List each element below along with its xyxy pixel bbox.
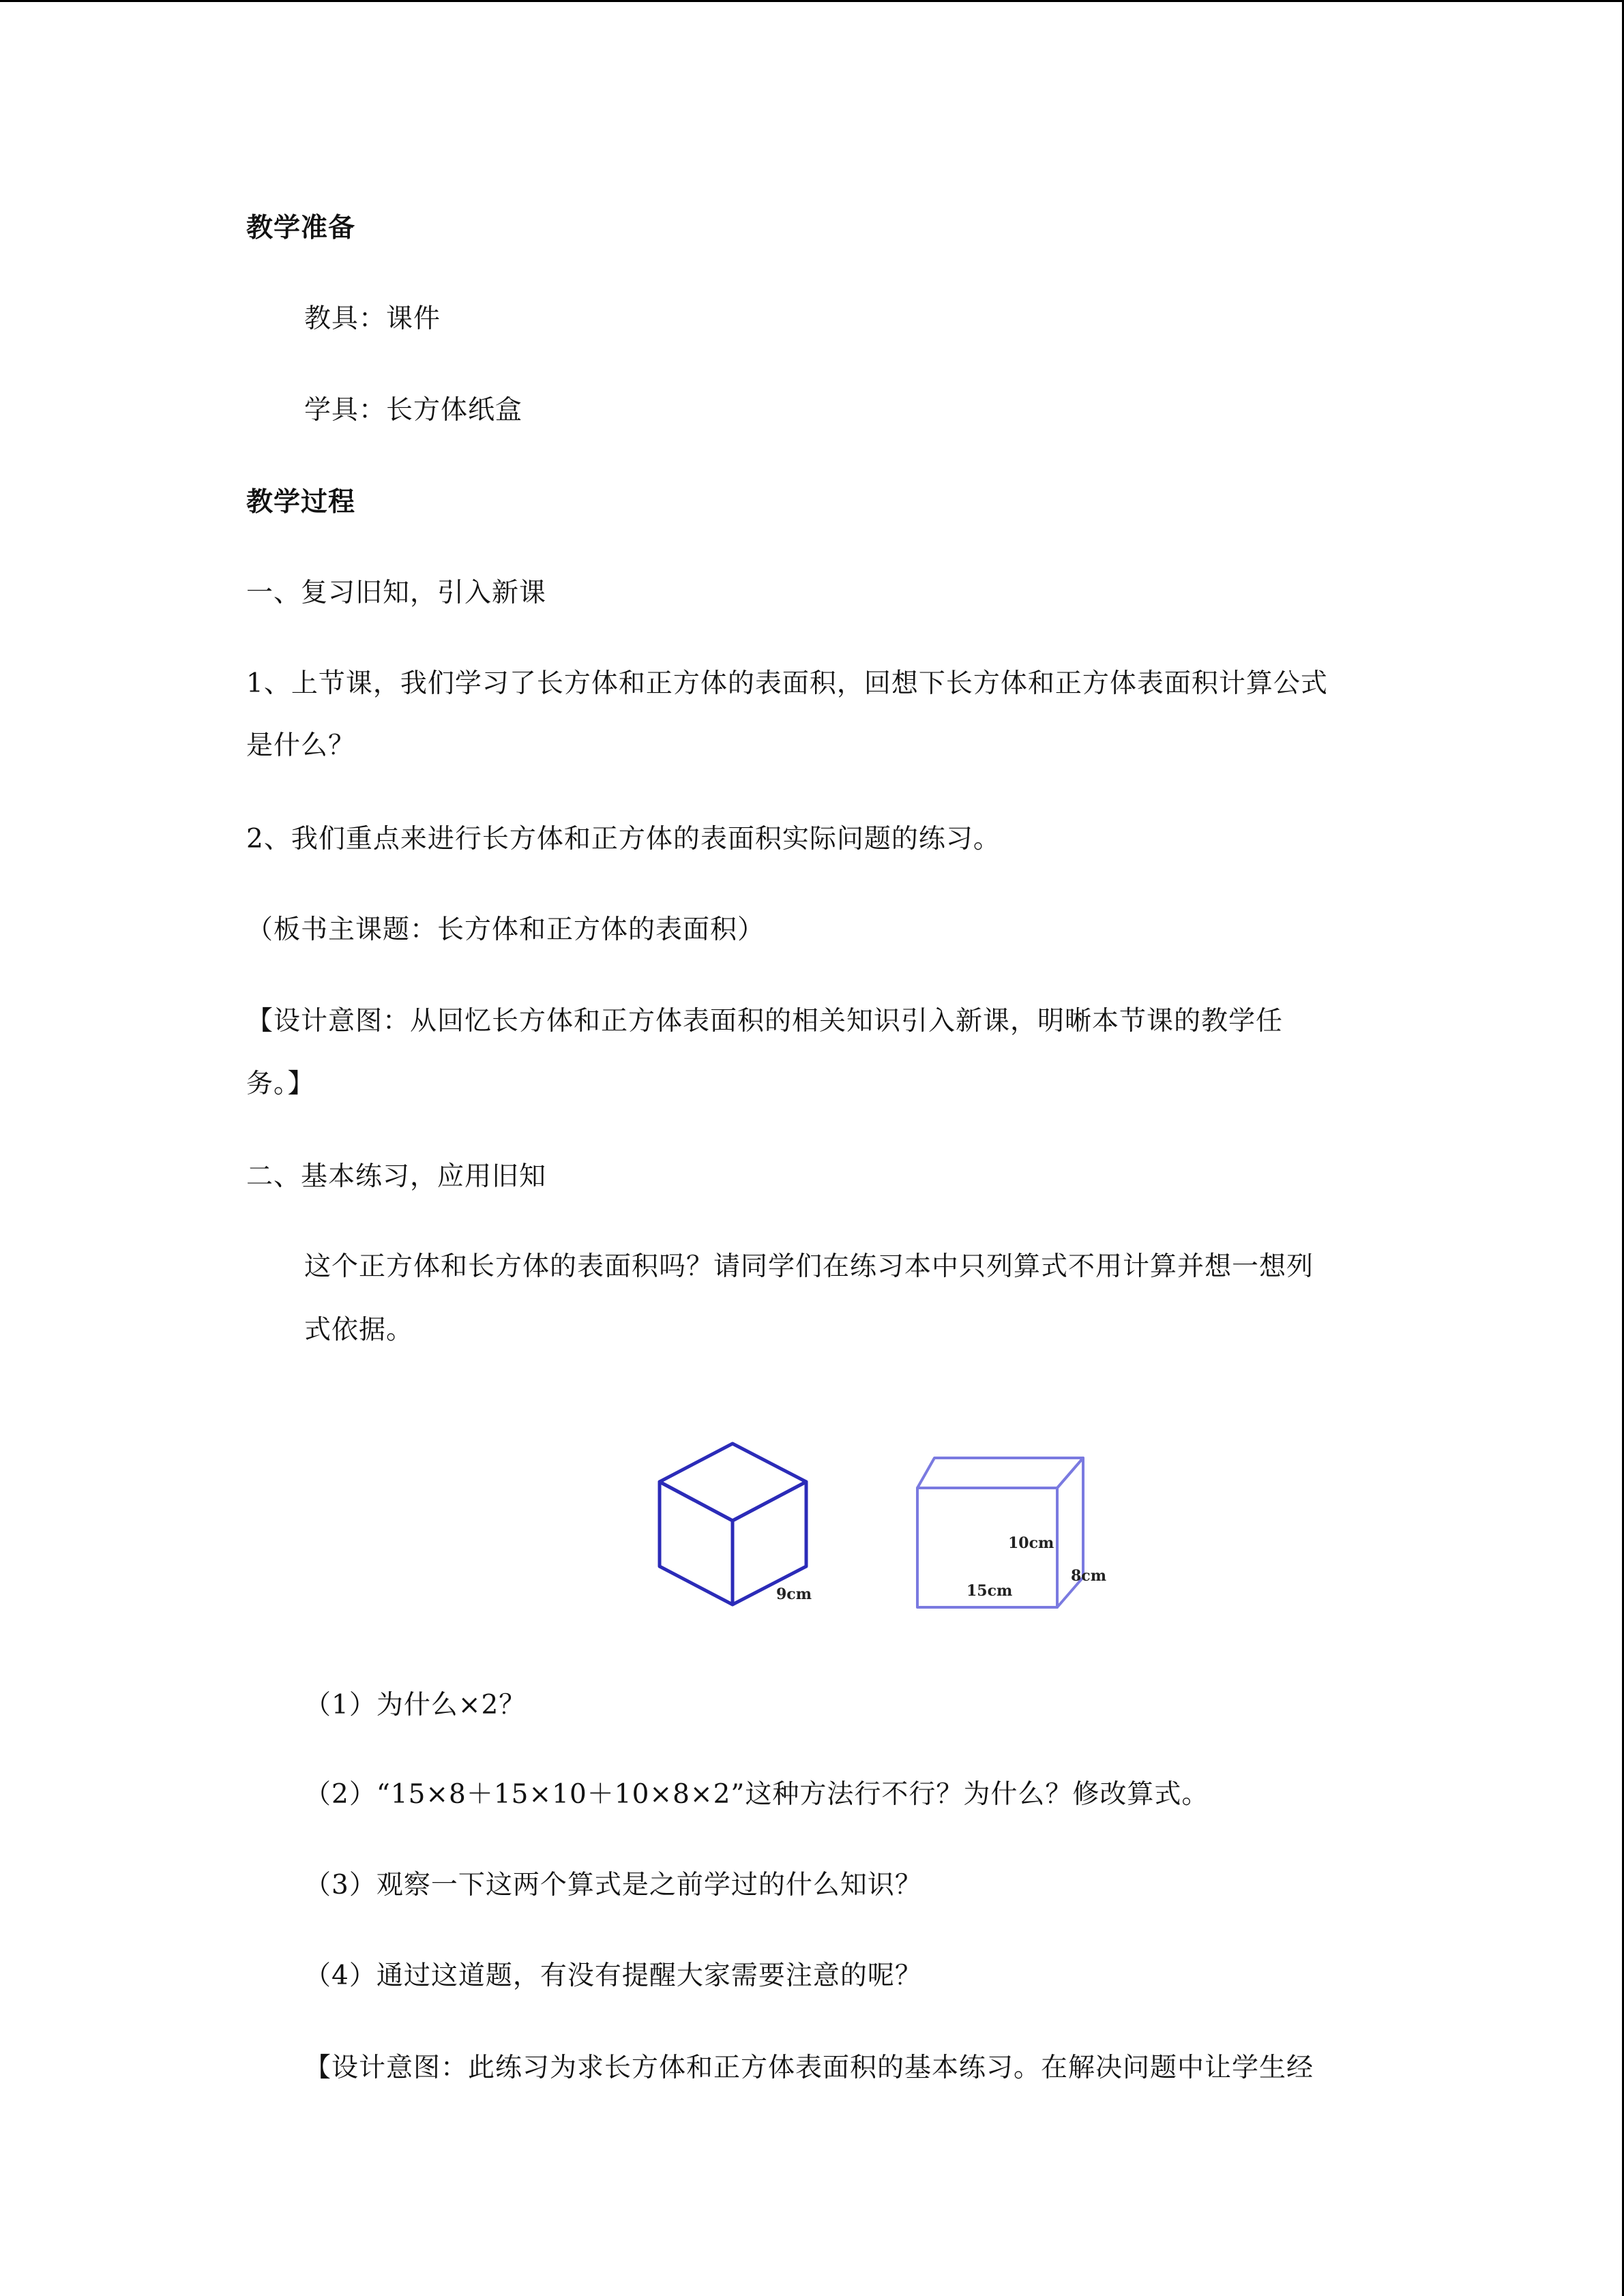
prep-heading: 教学准备	[246, 212, 356, 243]
item2: 2、我们重点来进行长方体和正方体的表面积实际问题的练习。	[246, 824, 1001, 854]
design-intent1-line1: 【设计意图：从回忆长方体和正方体表面积的相关知识引入新课，明晰本节课的教学任	[246, 1006, 1284, 1037]
cuboid-length-label: 15cm	[966, 1582, 1013, 1600]
student-tools: 学具：长方体纸盒	[304, 395, 523, 426]
question-4: （4）通过这道题，有没有提醒大家需要注意的呢？	[304, 1960, 922, 1991]
item1-line2: 是什么？	[246, 730, 356, 761]
item1-line1: 1、上节课，我们学习了长方体和正方体的表面积，回想下长方体和正方体表面积计算公式	[246, 668, 1328, 699]
cube-cuboid-figure	[648, 1432, 1112, 1623]
cube-edge-label: 9cm	[776, 1585, 812, 1603]
teacher-tools: 教具：课件	[304, 303, 441, 334]
exercise-line2: 式依据。	[304, 1315, 414, 1345]
question-3: （3）观察一下这两个算式是之前学过的什么知识？	[304, 1870, 922, 1900]
process-heading: 教学过程	[246, 486, 356, 518]
board-title: （板书主课题：长方体和正方体的表面积）	[246, 914, 765, 945]
exercise-line1: 这个正方体和长方体的表面积吗？请同学们在练习本中只列算式不用计算并想一想列	[304, 1251, 1314, 1282]
top-border	[0, 0, 1624, 2]
section2-title: 二、基本练习，应用旧知	[246, 1161, 547, 1192]
geometry-diagram	[648, 1432, 1112, 1623]
question-1: （1）为什么×2？	[304, 1690, 527, 1720]
cuboid-width-label: 8cm	[1071, 1567, 1106, 1585]
cuboid-height-label: 10cm	[1008, 1534, 1054, 1552]
cube-drawing	[660, 1444, 806, 1605]
question-2: （2）“15×8＋15×10＋10×8×2”这种方法行不行？为什么？修改算式。	[304, 1779, 1209, 1810]
section1-title: 一、复习旧知，引入新课	[246, 578, 547, 608]
design-intent1-line2: 务。】	[246, 1069, 315, 1099]
design-intent2-line1: 【设计意图：此练习为求长方体和正方体表面积的基本练习。在解决问题中让学生经	[304, 2053, 1314, 2083]
